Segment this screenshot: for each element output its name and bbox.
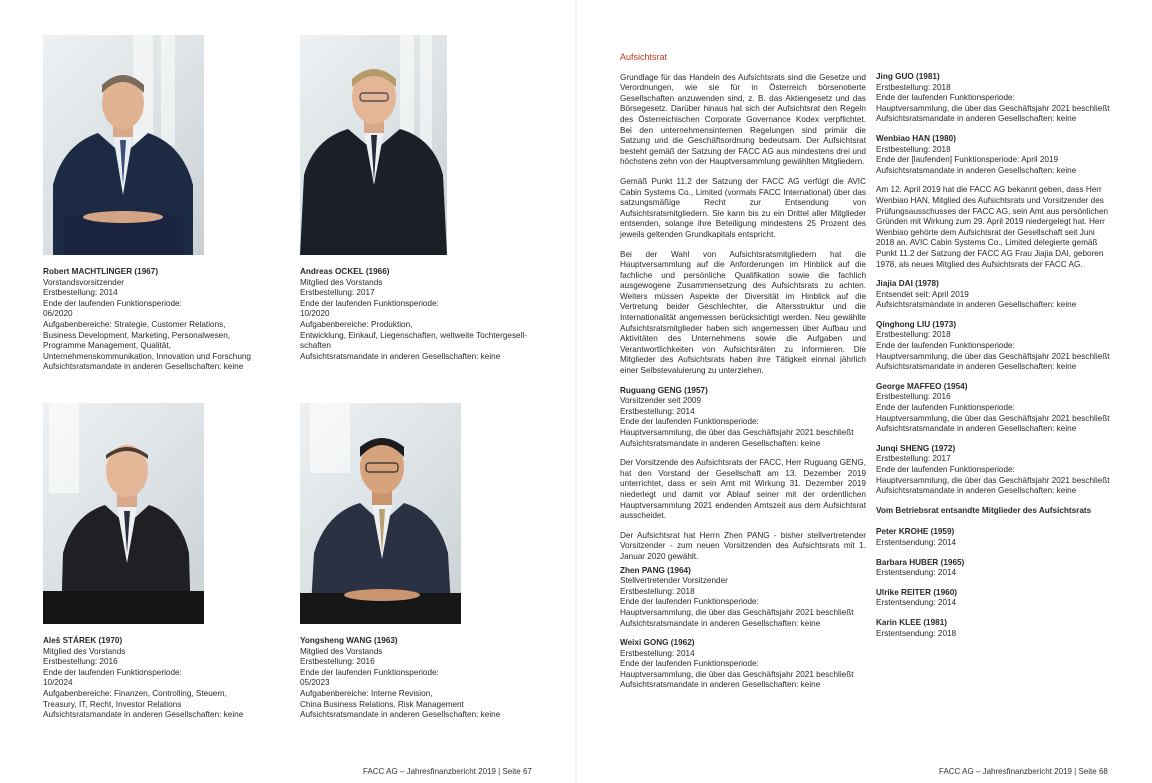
member-line: Erstbestellung: 2017 (876, 454, 951, 464)
section-title: Aufsichtsrat (620, 52, 668, 62)
supervisory-member (876, 382, 1110, 435)
works-council-member (876, 588, 1110, 609)
bio-line: Aufgabenbereiche: Interne Revision, (300, 688, 433, 698)
member-line: Aufsichtsratsmandate in anderen Gesellschaften: keine (620, 680, 821, 690)
member-line: Aufsichtsratsmandate in anderen Gesellschaften: keine (876, 300, 1077, 310)
supervisory-member (620, 638, 866, 691)
member-line: Hauptversammlung, die über das Geschäftsjahr 2021 beschließt (876, 475, 1110, 485)
text-column-1 (620, 52, 866, 700)
paragraph: Gemäß Punkt 11.2 der Satzung der FACC AG verfügt die AVIC Cabin Systems Co., Limited (vormals FACC International) über das satzungsmäßige Recht zur Entsendung von Aufsichtsratsmitgliedern. Sie kann bis zu ein Drittel aller Mitglieder entsenden, solange ihre Beteiligung mindestens 25 Prozent des jeweils geltenden Grundkapitals entspricht. (620, 176, 866, 239)
supervisory-member (876, 279, 1110, 311)
member-name: Aleš STÁREK (1970) (43, 636, 123, 645)
supervisory-member (620, 566, 866, 630)
paragraph: Der Aufsichtsrat hat Herrn Zhen PANG - bisher stellvertretender Vorsitzender - zum neuen Vorsitzenden des Aufsichtsrats mit 1. Januar 2020 gewählt. (620, 530, 866, 561)
member-line: Hauptversammlung, die über das Geschäftsjahr 2021 beschließt (620, 607, 854, 617)
works-council-member (876, 618, 1110, 639)
member-line: Erstbestellung: 2016 (876, 392, 951, 402)
works-council-heading: Vom Betriebsrat entsandte Mitglieder des Aufsichtsrats (876, 505, 1092, 515)
member-line: Ende der laufenden Funktionsperiode: (876, 403, 1015, 413)
portrait-photo (43, 403, 204, 624)
member-line: Hauptversammlung, die über das Geschäftsjahr 2021 beschließt (620, 428, 854, 437)
bio-line: Aufsichtsratsmandate in anderen Gesellschaften: keine (43, 362, 244, 372)
bio-line: 10/2024 (43, 678, 73, 688)
bio-line: Aufgabenbereiche: Strategie, Customer Relations, (43, 319, 226, 329)
bio-line: Ende der laufenden Funktionsperiode: (300, 667, 439, 677)
bio-line: 05/2023 (300, 678, 330, 688)
member-name: Jiajia DAI (1978) (876, 279, 939, 289)
member-name: Wenbiao HAN (1980) (876, 133, 956, 143)
bio-line: Mitglied des Vorstands (43, 646, 126, 656)
member-line: Erstentsendung: 2014 (876, 568, 957, 578)
supervisory-member (876, 72, 1110, 125)
member-line: Erstentsendung: 2014 (876, 598, 957, 608)
bio-line: Aufsichtsratsmandate in anderen Gesellschaften: keine (43, 710, 244, 720)
bio-line: schaften (300, 341, 331, 351)
supervisory-member (876, 444, 1110, 497)
member-name: Robert MACHTLINGER (1967) (43, 267, 159, 276)
page-68 (576, 0, 1152, 783)
member-line: Erstentsendung: 2014 (876, 537, 957, 547)
member-line: Ende der laufenden Funktionsperiode: (620, 659, 759, 669)
member-line: Erstbestellung: 2014 (620, 406, 695, 416)
member-name: Jing GUO (1981) (876, 72, 940, 81)
member-line: Stellvertretender Vorsitzender (620, 576, 728, 586)
bio-line: Erstbestellung: 2016 (300, 657, 375, 667)
portrait-photo (300, 35, 447, 255)
bio-line: Treasury, IT, Recht, Investor Relations (43, 699, 182, 709)
member-line: Vorsitzender seit 2009 (620, 396, 702, 406)
board-member-bio (43, 267, 283, 373)
bio-line: Erstbestellung: 2014 (43, 288, 118, 298)
bio-line: Aufgabenbereiche: Finanzen, Controlling, Steuern, (43, 688, 227, 698)
member-line: Aufsichtsratsmandate in anderen Gesellschaften: keine (876, 486, 1077, 496)
member-line: Hauptversammlung, die über das Geschäftsjahr 2021 beschließt (620, 669, 854, 679)
bio-line: Entwicklung, Einkauf, Liegenschaften, weltweite Tochtergesell- (300, 330, 527, 340)
bio-line: Aufgabenbereiche: Produktion, (300, 319, 413, 329)
bio-line: Aufsichtsratsmandate in anderen Gesellschaften: keine (300, 710, 501, 720)
member-line: Aufsichtsratsmandate in anderen Gesellschaften: keine (876, 114, 1077, 124)
bio-line: Ende der laufenden Funktionsperiode: (43, 298, 182, 308)
member-line: Aufsichtsratsmandate in anderen Gesellschaften: keine (876, 424, 1077, 434)
member-name: Qinghong LIU (1973) (876, 319, 957, 329)
member-name: Barbara HUBER (1965) (876, 557, 965, 567)
member-line: Aufsichtsratsmandate in anderen Gesellschaften: keine (620, 438, 821, 448)
bio-line: 10/2020 (300, 309, 330, 319)
portrait-photo (300, 403, 461, 624)
member-line: Hauptversammlung, die über das Geschäftsjahr 2021 beschließt (876, 413, 1110, 423)
member-line: Ende der laufenden Funktionsperiode: (876, 93, 1015, 103)
member-name: Zhen PANG (1964) (620, 565, 691, 575)
paragraph: Grundlage für das Handeln des Aufsichtsrats sind die Gesetze und Verordnungen, wie sie für in Österreich börsenotierte Gesellschaften anzuwenden sind, z. B. das Aktiengesetz und das Börsegesetz. Darüber hinaus hat sich der Aufsichtsrat den Regeln des Österreichischen Corporate Governance Kodex verpflichtet. Bei den unternehmensinternen Regelungen sind primär die Satzung und die Geschäftsordnung bedeutsam. Der Aufsichtsrat besteht gemäß der Satzung der FACC AG aus mindestens drei und höchstens zehn von der Hauptversammlung gewählten Mitgliedern. (620, 72, 866, 167)
board-member-bio (300, 636, 570, 721)
member-name: George MAFFEO (1954) (876, 381, 968, 391)
bio-line: Programme Management, Qualität, (43, 341, 171, 351)
member-line: Aufsichtsratsmandate in anderen Gesellschaften: keine (876, 362, 1077, 372)
bio-line: Ende der laufenden Funktionsperiode: (300, 298, 439, 308)
member-line: Erstbestellung: 2018 (876, 144, 951, 154)
member-name: Ruguang GENG (1957) (620, 385, 708, 395)
member-line: Ende der laufenden Funktionsperiode: (620, 417, 759, 427)
member-line: Erstentsendung: 2018 (876, 628, 957, 638)
bio-line: Vorstandsvorsitzender (43, 277, 125, 287)
board-member-bio (43, 636, 283, 721)
bio-line: Business Development, Marketing, Personalwesen, (43, 330, 231, 340)
supervisory-member (620, 386, 866, 450)
page-footer: FACC AG – Jahresfinanzbericht 2019 | Seite 68 (939, 767, 1108, 776)
member-line: Ende der [laufenden] Funktionsperiode: April 2019 (876, 155, 1059, 165)
member-name: Junqi SHENG (1972) (876, 443, 956, 453)
member-line: Hauptversammlung, die über das Geschäftsjahr 2021 beschließt (876, 351, 1110, 361)
bio-line: Mitglied des Vorstands (300, 277, 383, 287)
member-name: Peter KROHE (1959) (876, 527, 955, 537)
member-line: Erstbestellung: 2018 (620, 586, 695, 596)
board-member-bio (300, 267, 570, 362)
member-name: Ulrike REITER (1960) (876, 587, 957, 597)
member-line: Erstbestellung: 2014 (620, 648, 695, 658)
paragraph: Bei der Wahl von Aufsichtsratsmitgliedern hat die Hauptversammlung auf die Anforderungen im Hinblick auf die fachliche und persönliche Qualifikation sowie die fachlich ausgewogene Zusammensetzung des Aufsichtsrats zu achten. Weiters müssen Aspekte der Diversität im Hinblick auf die Vertretung beider Geschlechter, die Altersstruktur und die Internationalität angemessen berücksichtigt werden. Neu gewählte Aufsichtsratsmitglieder haben sich angemessen über Aufbau und Aktivitäten des Unternehmens sowie die Aufgaben und Verantwortlichkeiten von Aufsichtsräten zu informieren. Die Mitglieder des Aufsichtsrats haben ihre Tätigkeit einmal jährlich einer Selbstevaluierung zu unterziehen. (620, 249, 866, 376)
member-name: Karin KLEE (1981) (876, 617, 947, 627)
supervisory-member (876, 134, 1110, 176)
paragraph: Der Vorsitzende des Aufsichtsrats der FACC, Herr Ruguang GENG, hat den Vorstand der Gesellschaft am 13. Dezember 2019 unterrichtet, dass er sein Amt mit Wirkung 31. Dezember 2019 niederlegt und damit vor Ablauf seiner mit der ordentlichen Hauptversammlung 2021 endenden Amtszeit aus dem Aufsichtsrat ausscheidet. (620, 458, 866, 521)
works-council-member (876, 558, 1110, 579)
member-line: Ende der laufenden Funktionsperiode: (876, 465, 1015, 474)
paragraph: Am 12. April 2019 hat die FACC AG bekannt geben, dass Herr Wenbiao HAN, Mitglied des Aufsichtsrats und Vorsitzender des Prüfungsausschusses der FACC AG, sein Amt aus persönlichen Gründen mit Wirkung zum 29. April 2019 niedergelegt hat. Herr Wenbiao gehörte dem Aufsichtsrat der Gesellschaft seit Juni 2018 an. AVIC Cabin Systems Co., Limited delegierte gemäß Punkt 11.2 der Satzung der FACC AG Frau Jiajia DAI, geboren 1978, als neues Mitglied des Aufsichtsrats der FACC AG. (876, 185, 1109, 269)
member-line: Aufsichtsratsmandate in anderen Gesellschaften: keine (620, 618, 821, 628)
works-council-member (876, 527, 1110, 548)
bio-line: Erstbestellung: 2016 (43, 657, 118, 667)
bio-line: Unternehmenskommunikation, Innovation und Forschung (43, 351, 251, 361)
supervisory-member (876, 320, 1110, 373)
member-line: Ende der laufenden Funktionsperiode: (620, 597, 759, 607)
bio-line: Mitglied des Vorstands (300, 646, 383, 656)
text-column-2 (876, 72, 1110, 648)
bio-line: 06/2020 (43, 309, 73, 319)
member-line: Erstbestellung: 2018 (876, 82, 951, 92)
page-footer: FACC AG – Jahresfinanzbericht 2019 | Seite 67 (363, 767, 532, 776)
member-line: Erstbestellung: 2018 (876, 330, 951, 340)
member-name: Weixi GONG (1962) (620, 638, 695, 648)
bio-line: Aufsichtsratsmandate in anderen Gesellschaften: keine (300, 351, 501, 361)
member-line: Entsendet seit: April 2019 (876, 289, 969, 299)
bio-line: China Business Relations, Risk Management (300, 699, 464, 709)
member-name: Andreas OCKEL (1966) (300, 267, 390, 276)
member-name: Yongsheng WANG (1963) (300, 636, 398, 645)
member-line: Ende der laufenden Funktionsperiode: (876, 341, 1015, 351)
member-line: Aufsichtsratsmandate in anderen Gesellschaften: keine (876, 165, 1077, 175)
portrait-photo (43, 35, 204, 255)
member-line: Hauptversammlung, die über das Geschäftsjahr 2021 beschließt (876, 103, 1110, 113)
bio-line: Erstbestellung: 2017 (300, 288, 375, 298)
bio-line: Ende der laufenden Funktionsperiode: (43, 667, 182, 677)
